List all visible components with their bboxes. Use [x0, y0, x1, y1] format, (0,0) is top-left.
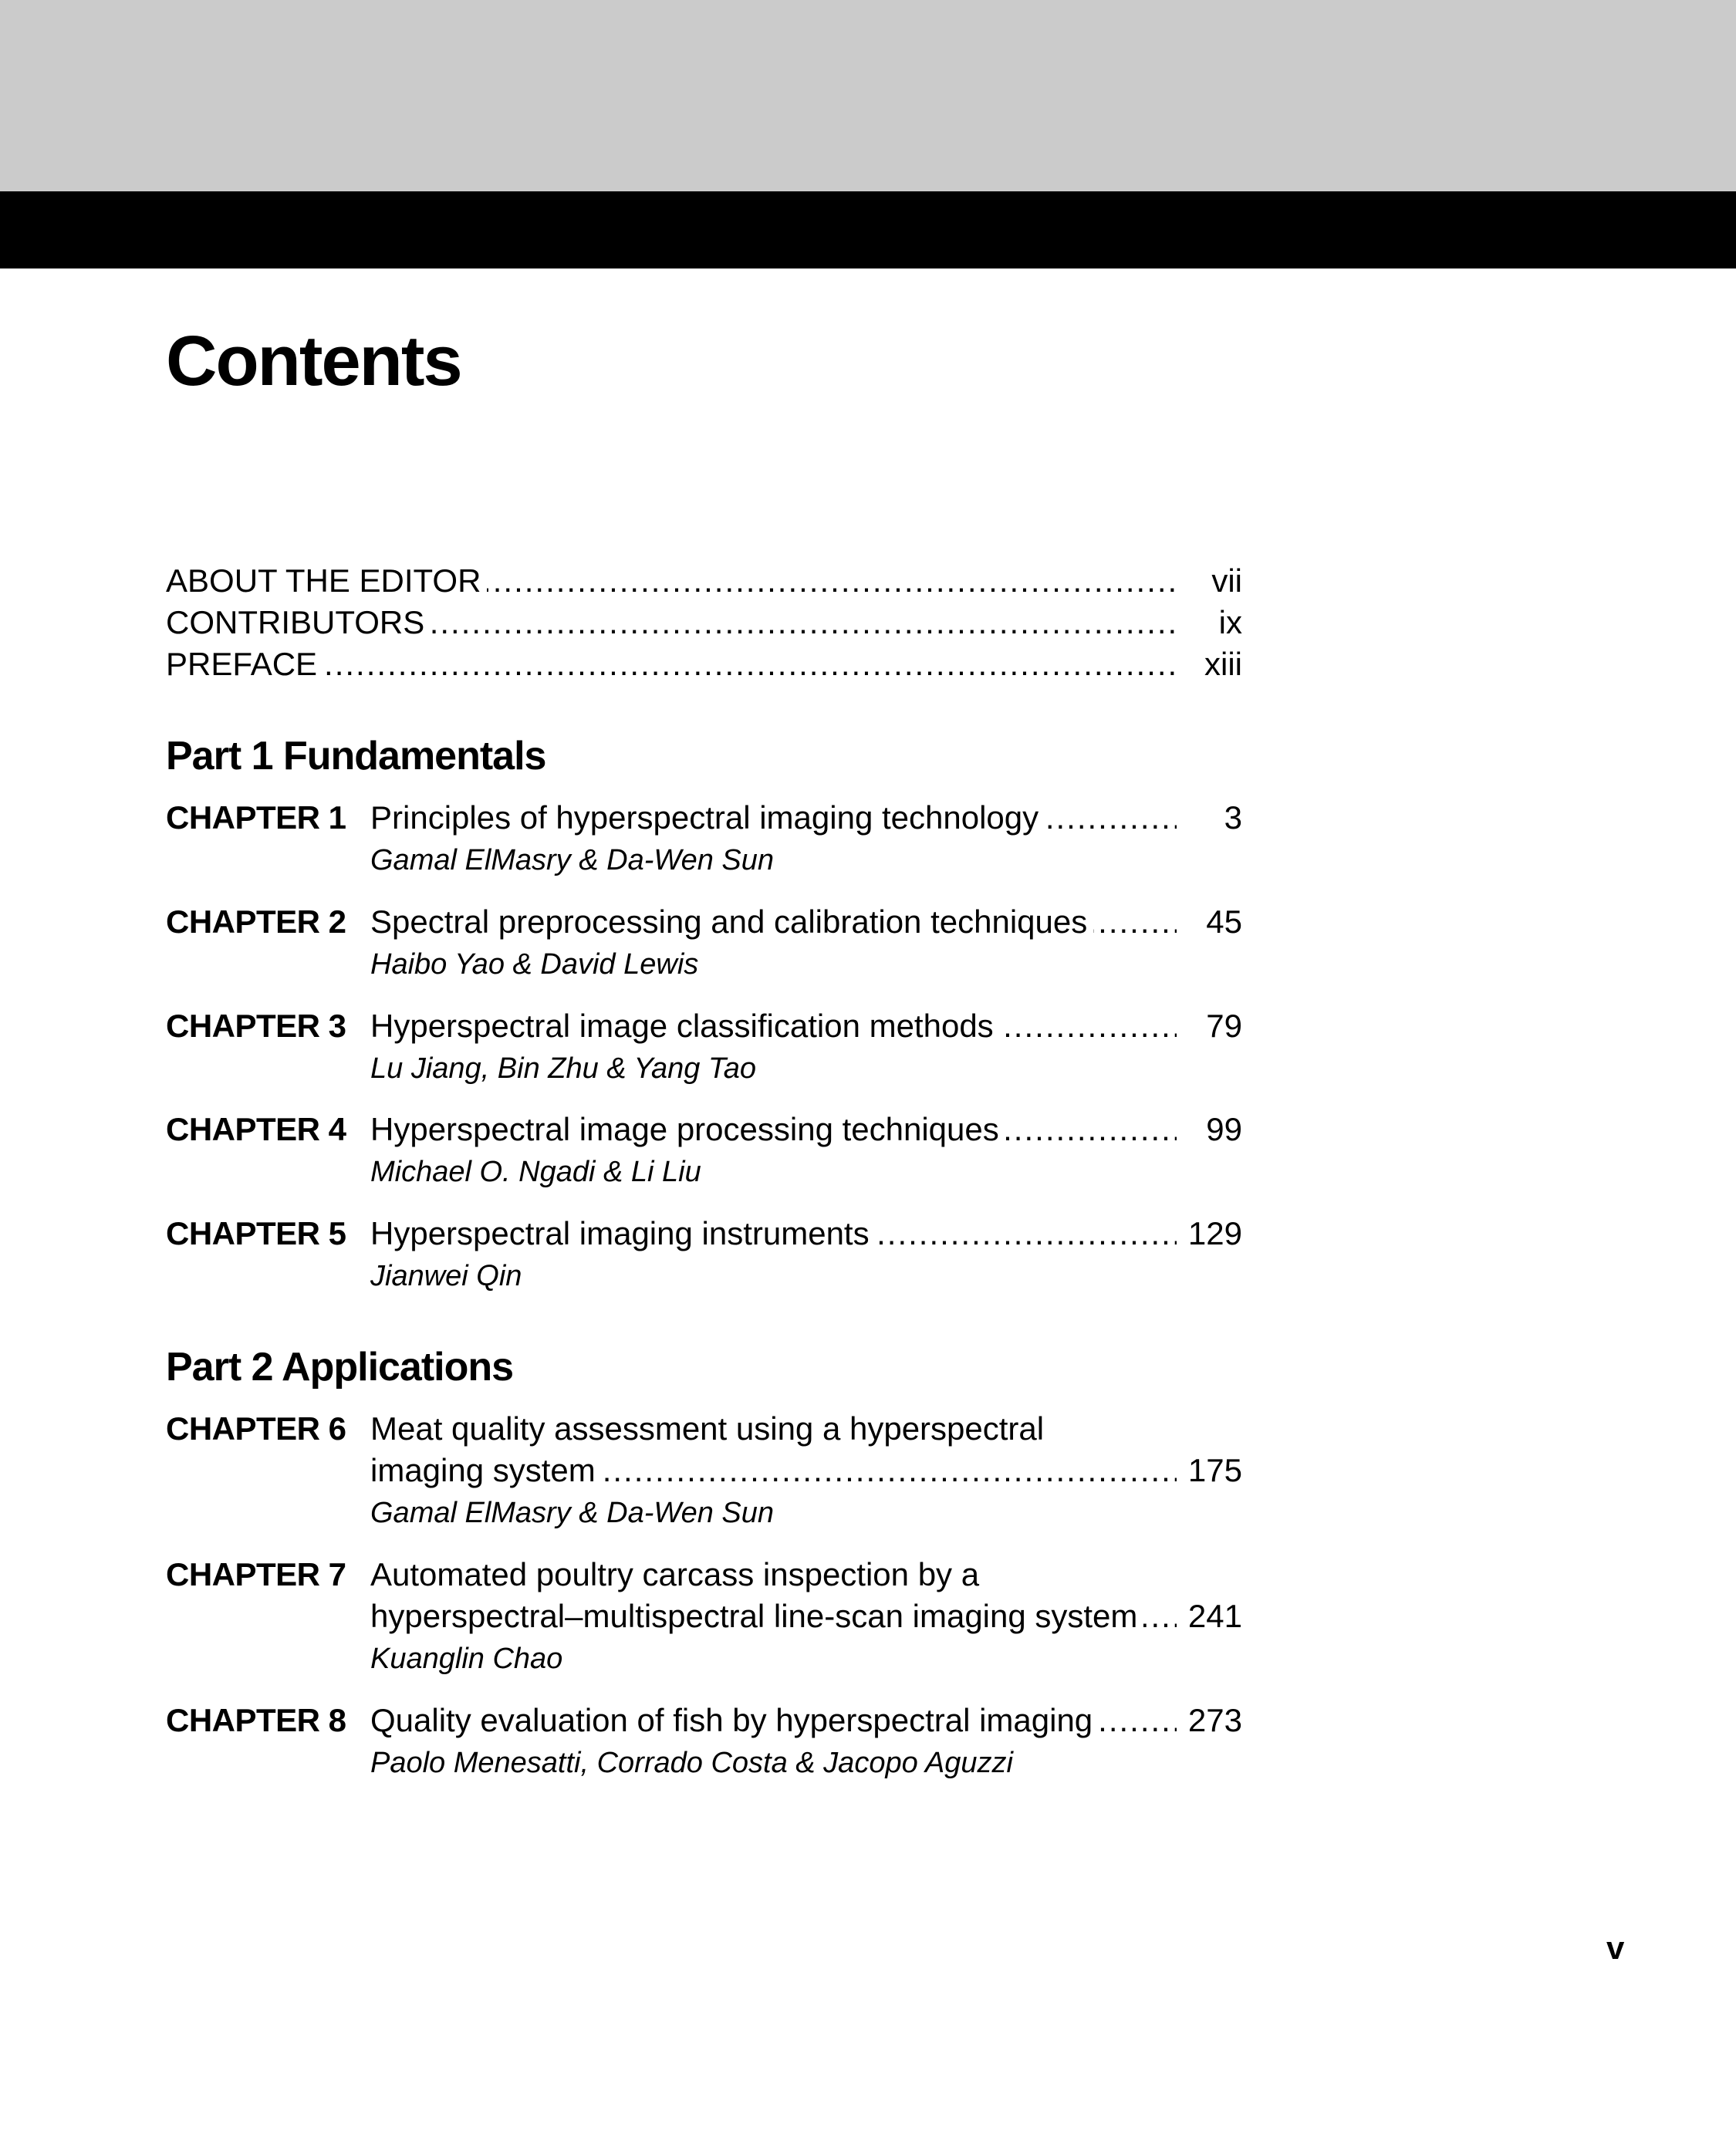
toc-entry-page: vii	[1211, 562, 1242, 599]
chapter-title: Hyperspectral image classification methods	[370, 1008, 1000, 1044]
toc-entry-page: xiii	[1204, 646, 1242, 682]
chapter-page: 175	[1187, 1452, 1242, 1488]
chapter-authors: Haibo Yao & David Lewis	[370, 948, 699, 981]
toc-entry-chapter-1[interactable]	[166, 797, 1242, 839]
chapter-page: 99	[1206, 1111, 1242, 1147]
part-heading-applications: Part 2 Applications	[166, 1345, 514, 1390]
chapter-label: CHAPTER 5	[166, 1215, 346, 1251]
toc-entry-chapter-3[interactable]	[166, 1005, 1242, 1047]
chapter-title-line-1: Automated poultry carcass inspection by a	[370, 1556, 980, 1592]
chapter-title: Principles of hyperspectral imaging technology	[370, 799, 1045, 836]
toc-entry-chapter-7[interactable]	[166, 1554, 1242, 1596]
page-number: v	[1606, 1930, 1625, 1966]
toc-entry-chapter-8[interactable]	[166, 1700, 1242, 1741]
toc-entry-page: ix	[1218, 604, 1242, 640]
toc-entry-contributors[interactable]	[166, 602, 1242, 643]
part-heading-fundamentals: Part 1 Fundamentals	[166, 734, 546, 778]
toc-entry-chapter-7-continued[interactable]	[166, 1596, 1242, 1637]
chapter-label: CHAPTER 6	[166, 1410, 346, 1447]
header-grey-band	[0, 0, 1736, 191]
chapter-title: Quality evaluation of fish by hyperspectral imaging	[370, 1702, 1099, 1738]
page-title: Contents	[166, 322, 461, 400]
chapter-page: 273	[1187, 1702, 1242, 1738]
toc-entry-chapter-5[interactable]	[166, 1213, 1242, 1255]
chapter-title: Spectral preprocessing and calibration techniques	[370, 903, 1093, 940]
toc-entry-preface[interactable]	[166, 643, 1242, 685]
chapter-authors: Gamal ElMasry & Da-Wen Sun	[370, 844, 775, 876]
chapter-page: 3	[1224, 799, 1242, 836]
chapter-title: imaging system	[370, 1452, 602, 1488]
chapter-label: CHAPTER 3	[166, 1008, 346, 1044]
toc-entry-title: PREFACE	[166, 646, 323, 682]
chapter-authors: Kuanglin Chao	[370, 1643, 563, 1675]
chapter-title: Hyperspectral image processing techniques	[370, 1111, 1005, 1147]
header-black-band	[0, 191, 1736, 268]
chapter-label: CHAPTER 1	[166, 799, 346, 836]
chapter-page: 79	[1206, 1008, 1242, 1044]
chapter-authors: Lu Jiang, Bin Zhu & Yang Tao	[370, 1052, 756, 1085]
chapter-label: CHAPTER 8	[166, 1702, 346, 1738]
chapter-page: 129	[1187, 1215, 1242, 1251]
toc-entry-about-the-editor[interactable]	[166, 560, 1242, 602]
chapter-label: CHAPTER 7	[166, 1556, 346, 1592]
chapter-authors: Jianwei Qin	[370, 1260, 522, 1292]
toc-entry-chapter-6[interactable]	[166, 1408, 1242, 1450]
chapter-title: hyperspectral–multispectral line-scan imaging system	[370, 1598, 1143, 1634]
chapter-label: CHAPTER 4	[166, 1111, 346, 1147]
chapter-authors: Michael O. Ngadi & Li Liu	[370, 1156, 701, 1188]
chapter-title-line-1: Meat quality assessment using a hyperspectral	[370, 1410, 1045, 1447]
toc-entry-chapter-4[interactable]	[166, 1109, 1242, 1150]
toc-entry-title: ABOUT THE EDITOR	[166, 562, 487, 599]
chapter-page: 45	[1206, 903, 1242, 940]
toc-entry-chapter-2[interactable]	[166, 901, 1242, 943]
toc-entry-title: CONTRIBUTORS	[166, 604, 431, 640]
chapter-authors: Paolo Menesatti, Corrado Costa & Jacopo Aguzzi	[370, 1747, 1013, 1779]
chapter-page: 241	[1187, 1598, 1242, 1634]
toc-entry-chapter-6-continued[interactable]	[166, 1450, 1242, 1491]
chapter-title: Hyperspectral imaging instruments	[370, 1215, 876, 1251]
chapter-authors: Gamal ElMasry & Da-Wen Sun	[370, 1497, 775, 1529]
chapter-label: CHAPTER 2	[166, 903, 346, 940]
